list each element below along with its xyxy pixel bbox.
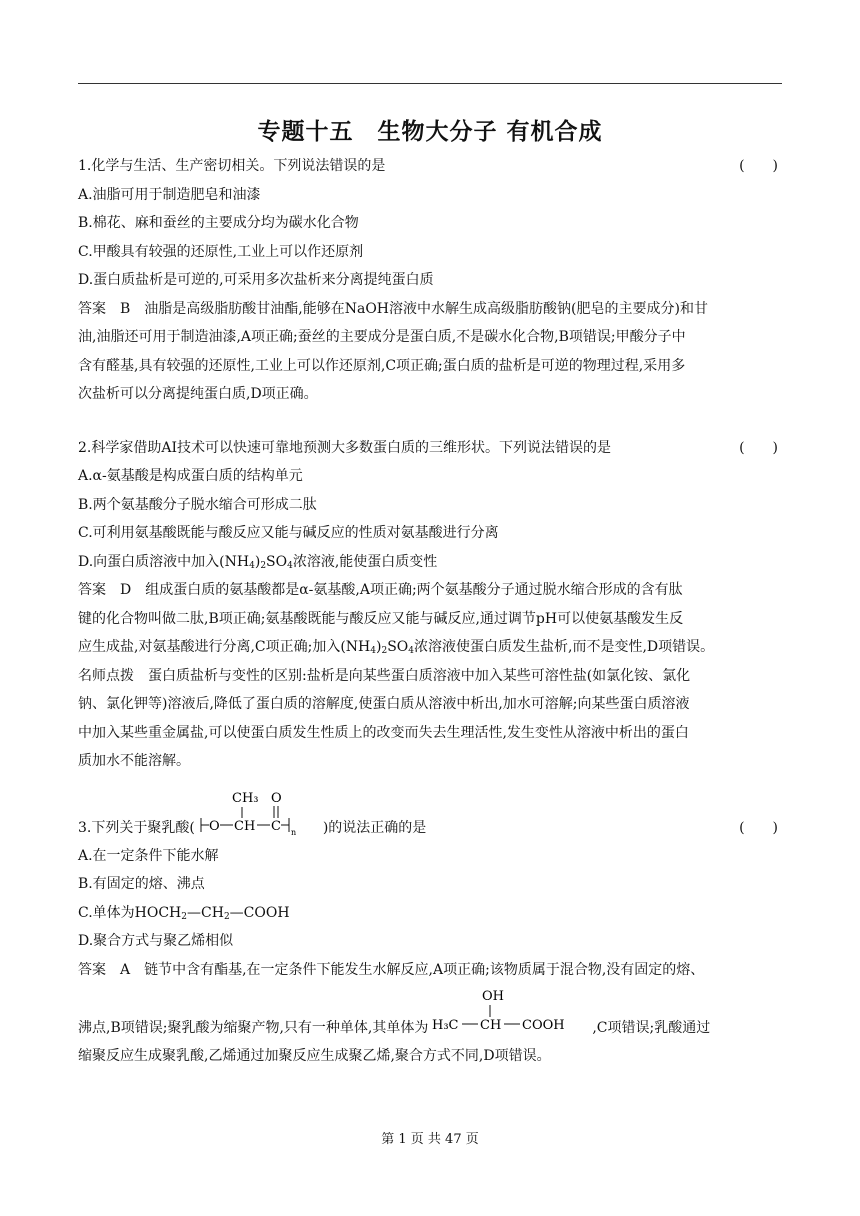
q1-option-d: D.蛋白质盐析是可逆的,可采用多次盐析来分离提纯蛋白质 (78, 272, 434, 288)
q3-option-d: D.聚合方式与聚乙烯相似 (78, 933, 234, 949)
oxygen-atom: O (208, 818, 220, 834)
q2-stem-line (78, 434, 782, 463)
q3-answer-line: 缩聚反应生成聚乳酸,乙烯通过加聚反应生成聚乙烯,聚合方式不同,D项错误。 (78, 1048, 551, 1064)
q3-answer-blank: ( ) (739, 819, 778, 836)
polylactic-acid-structure (195, 780, 323, 840)
q1-answer-line: 含有醛基,具有较强的还原性,工业上可以作还原剂,C项正确;蛋白质的盐析是可逆的物理过程,采用多 (78, 357, 686, 374)
methyl-group: CH₃ (231, 790, 259, 806)
q2-option-b: B.两个氨基酸分子脱水缩合可形成二肽 (78, 496, 317, 513)
carbonyl-carbon: C (270, 818, 281, 834)
header-rule (78, 83, 782, 84)
carbonyl-oxygen: O (270, 790, 282, 806)
q3-option-b: B.有固定的熔、沸点 (78, 876, 205, 892)
q3-answer-line: 沸点,B项错误;聚乳酸为缩聚产物,只有一种单体,其单体为 OH H₃C CH COOH ,C项错误;乳酸通过 (78, 984, 782, 1042)
q2-stem: 2.科学家借助AI技术可以快速可靠地预测大多数蛋白质的三维形状。下列说法错误的是 (78, 439, 611, 456)
methyl-group: H₃C (432, 1018, 459, 1033)
q2-tip-line: 名师点拨 蛋白质盐析与变性的区别:盐析是向某些蛋白质溶液中加入某些可溶性盐(如氯化铵、氯化 (78, 667, 691, 684)
q2-option-a: A.α-氨基酸是构成蛋白质的结构单元 (78, 468, 303, 484)
page-footer: 第 1 页 共 47 页 (381, 1132, 479, 1147)
q3-option-c: C.单体为$HOCH_2—CH_2—COOH$ (78, 904, 290, 922)
q3-option-a: A.在一定条件下能水解 (78, 847, 219, 864)
q1-answer-blank: ( ) (739, 158, 778, 174)
q2-tip-line: 中加入某些重金属盐,可以使蛋白质发生性质上的改变而失去生理活性,发生变性从溶液中析出的蛋白 (78, 724, 689, 741)
q2-tip-line: 质加水不能溶解。 (78, 753, 190, 769)
q2-tip-line: 钠、氯化钾等)溶液后,降低了蛋白质的溶解度,使蛋白质从溶液中析出,加水可溶解;向某些蛋白质溶液 (78, 696, 690, 712)
q1-stem-line (78, 152, 782, 181)
q1-answer-line: 答案 B 油脂是高级脂肪酸甘油酯,能够在NaOH溶液中水解生成高级脂肪酸钠(肥皂的主要成分)和甘 (78, 300, 708, 317)
page-title: 专题十五 生物大分子 有机合成 (257, 119, 603, 145)
q3-answer-line: 答案 A 链节中含有酯基,在一定条件下能发生水解反应,A项正确;该物质属于混合物,没有固定的熔、 (78, 961, 705, 978)
hydroxyl-group: OH (482, 989, 505, 1004)
q3-stem-start: 3.下列关于聚乳酸( (78, 819, 195, 836)
ch-group: CH (480, 1018, 502, 1033)
q1-answer-line: 油,油脂还可用于制造油漆,A项正确;蚕丝的主要成分是蛋白质,不是碳水化合物,B项错误;甲酸分子中 (78, 329, 686, 345)
lactic-acid-structure (432, 985, 588, 1039)
carboxyl-group: COOH (522, 1018, 565, 1033)
repeat-count: n (290, 827, 296, 837)
document-body (78, 152, 782, 1071)
ch-group: CH (233, 818, 256, 834)
q2-option-d: D.向蛋白质溶液中加入$(NH_4)_2SO_4$浓溶液,能使蛋白质变性 (78, 553, 438, 571)
q2-answer-line: 答案 D 组成蛋白质的氨基酸都是α-氨基酸,A项正确;两个氨基酸分子通过脱水缩合形成的含有肽 (78, 582, 683, 598)
q2-answer-line: 应生成盐,对氨基酸进行分离,C项正确;加入$(NH_4)_2SO_4$浓溶液使蛋白质发生盐析,而不是变性,D项错误。 (78, 639, 715, 656)
q1-stem: 1.化学与生活、生产密切相关。下列说法错误的是 (78, 158, 386, 174)
q3-stem-line (78, 776, 782, 842)
q1-answer-line: 次盐析可以分离提纯蛋白质,D项正确。 (78, 386, 318, 402)
q1-option-a: A.油脂可用于制造肥皂和油漆 (78, 186, 261, 203)
q2-answer-line: 键的化合物叫做二肽,B项正确;氨基酸既能与酸反应又能与碱反应,通过调节pH可以使氨基酸发生反 (78, 610, 684, 627)
q1-option-b: B.棉花、麻和蚕丝的主要成分均为碳水化合物 (78, 215, 359, 231)
q2-answer-blank: ( ) (739, 439, 778, 456)
q1-option-c: C.甲酸具有较强的还原性,工业上可以作还原剂 (78, 243, 364, 260)
q2-option-c: C.可利用氨基酸既能与酸反应又能与碱反应的性质对氨基酸进行分离 (78, 525, 499, 541)
q3-stem-end: )的说法正确的是 (322, 819, 427, 836)
